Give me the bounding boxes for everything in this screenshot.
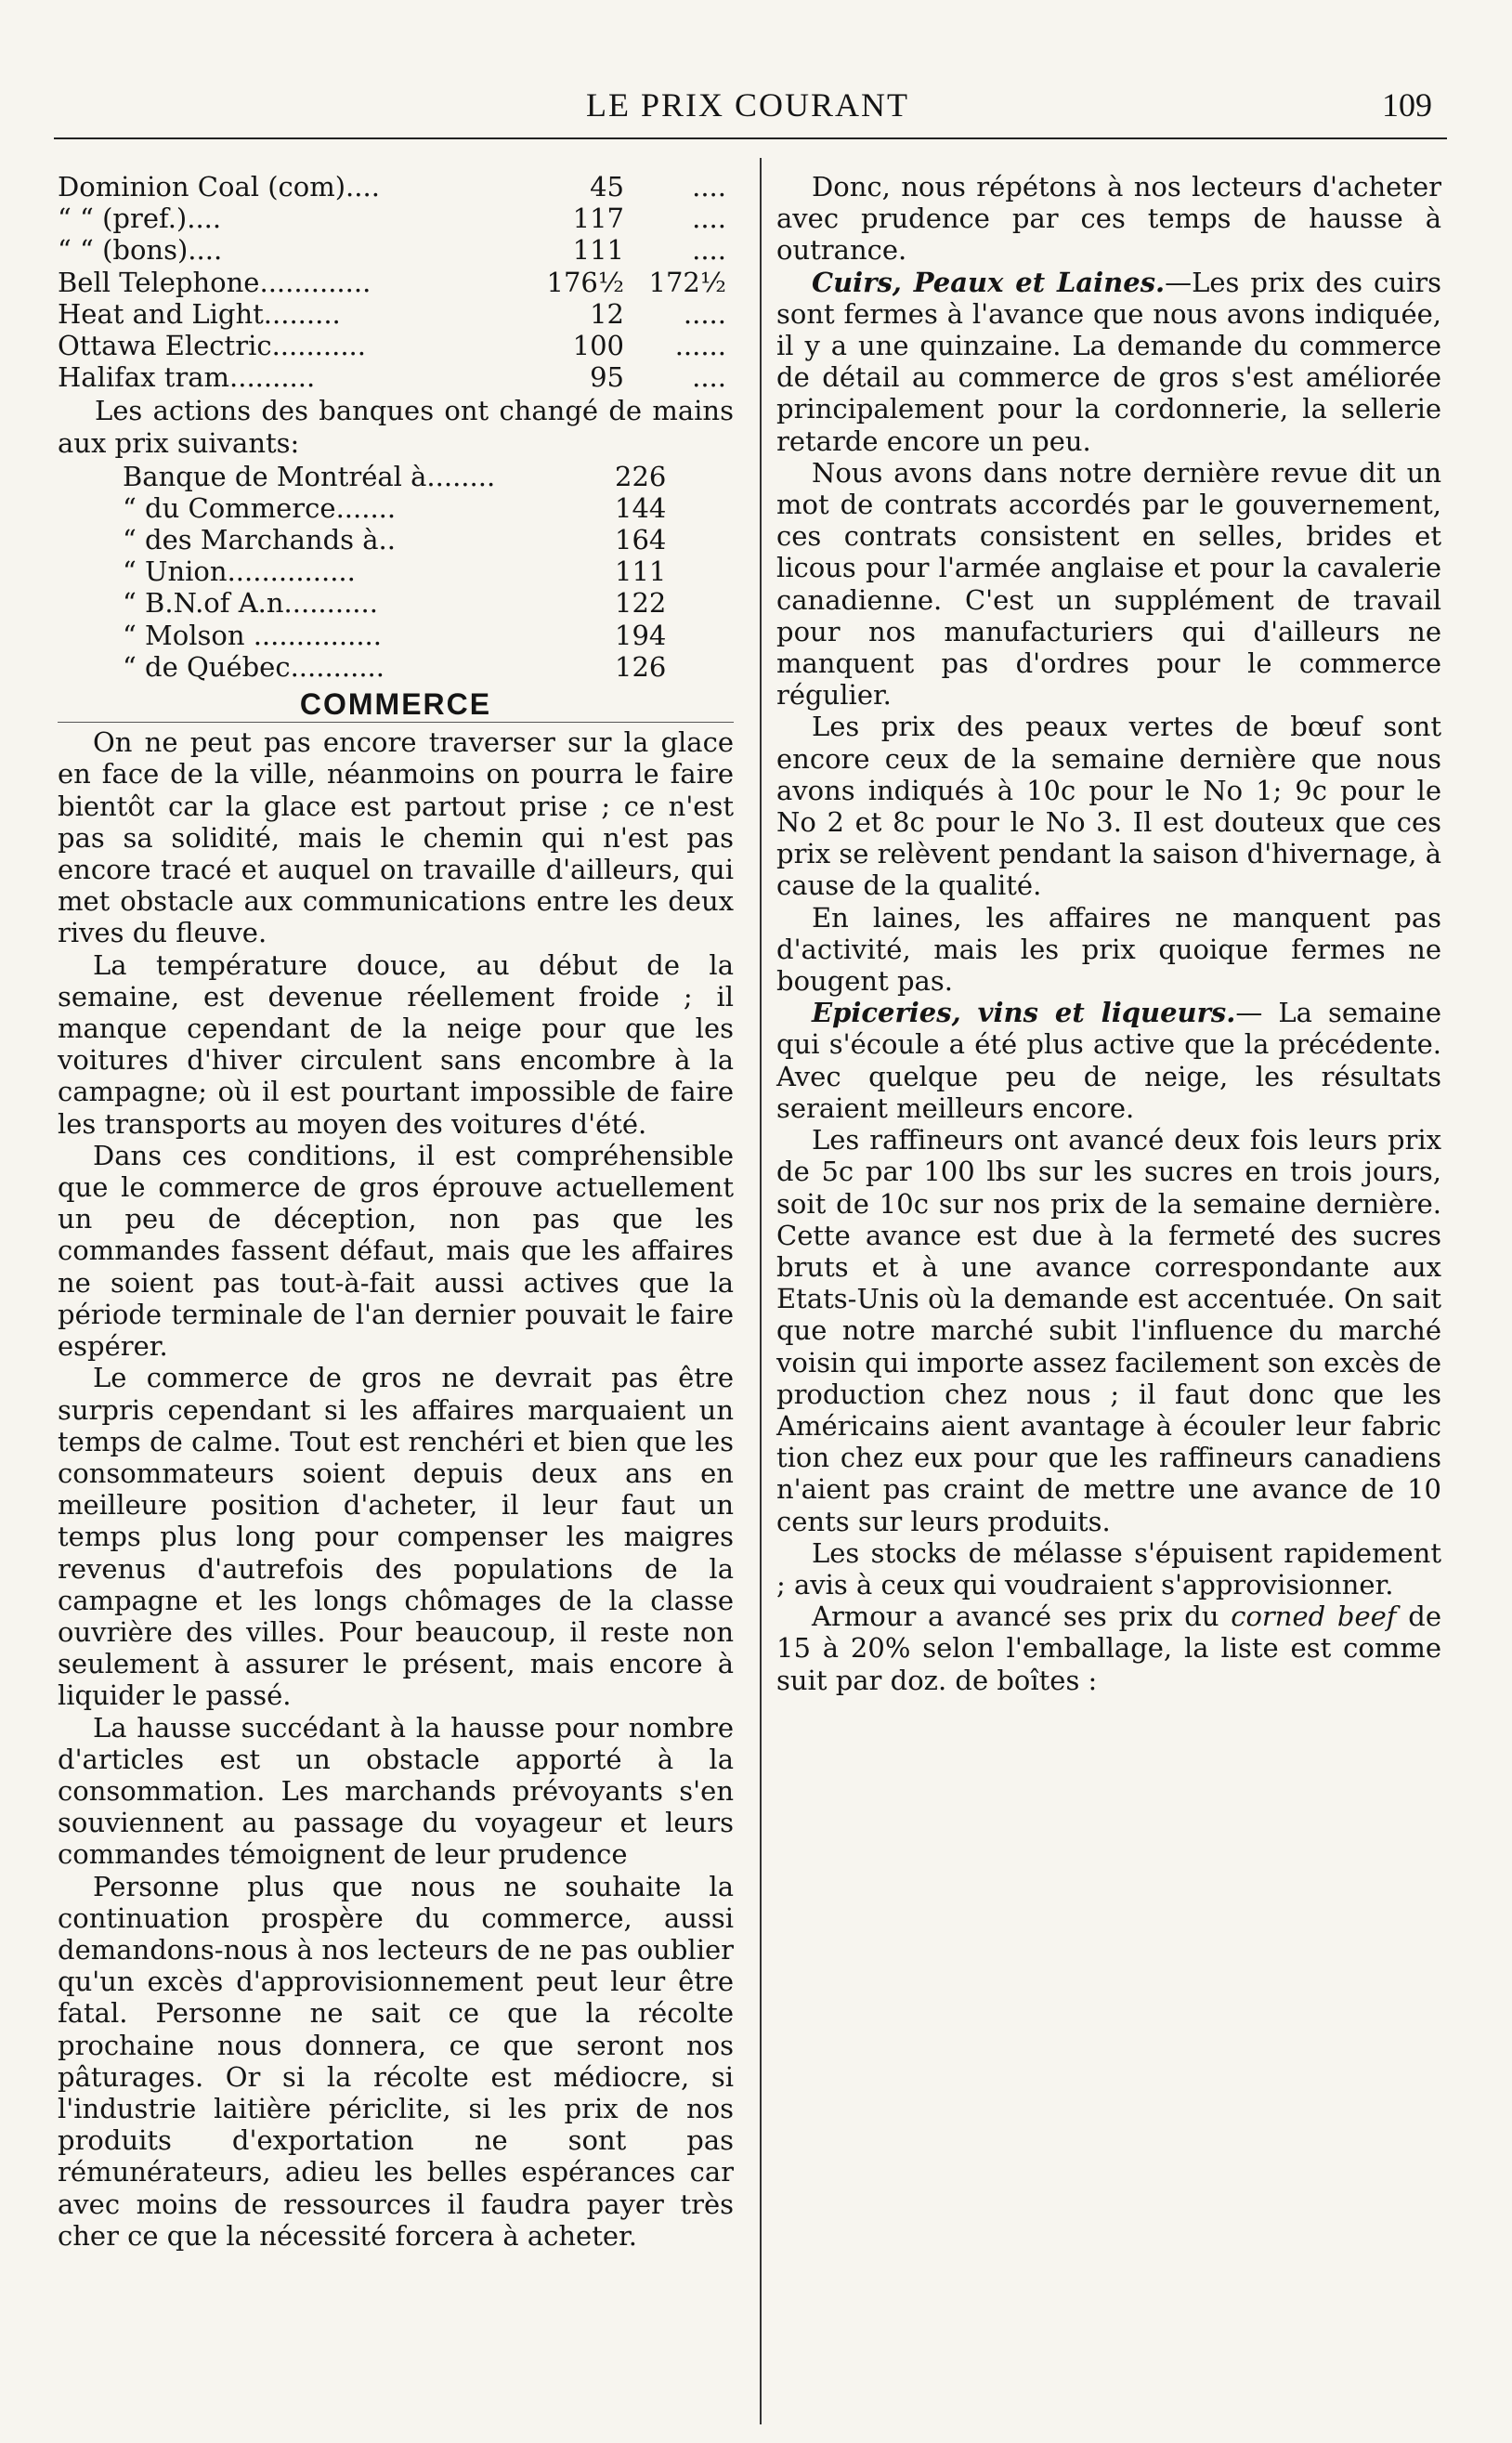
epiceries-paragraph: Epiceries, vins et liqueurs.— La semaine qui s'écoule a été plus active que la précédente. Avec quelque peu de neige, les résultats seraient meilleurs encore. <box>776 997 1441 1124</box>
article-paragraph: En laines, les affaires ne manquent pas d'activité, mais les prix quoique fermes ne bougent pas. <box>776 901 1441 998</box>
column-divider <box>760 158 762 2424</box>
commerce-heading: COMMERCE <box>58 688 734 723</box>
stock-row: “ “ (pref.).... 117 .... <box>58 202 726 235</box>
page-number: 109 <box>1382 86 1432 124</box>
stock-row: Dominion Coal (com).... 45 .... <box>58 171 726 202</box>
article-paragraph: Les stocks de mélasse s'épuisent rapidement ; avis à ceux qui voudraient s'approvisionner. <box>776 1536 1441 1600</box>
article-paragraph: Donc, nous répétons à nos lecteurs d'acheter avec prudence par ces temps de hausse à outrance. <box>776 171 1441 267</box>
right-column <box>776 171 1441 1696</box>
cuirs-paragraph: Cuirs, Peaux et Laines.—Les prix des cuirs sont fermes à l'avance que nous avons indiquée, il y a une quinzaine. La demande du commerce de détail au commerce de gros s'est améliorée principalement pour la cordonnerie, la sellerie retarde encore un peu. <box>776 266 1441 457</box>
article-paragraph: La hausse succédant à la hausse pour nombre d'articles est un obstacle apporté à la consommation. Les marchands prévoyants s'en souviennent au passage du voyageur et leurs commandes témoignent de leur prudence <box>58 1711 734 1871</box>
article-paragraph: Nous avons dans notre dernière revue dit un mot de contrats accordés par le gouvernement, ces contrats consistent en selles, brides et licous pour l'armée anglaise et pour la cavalerie canadienne. C'est un supplément de travail pour nos manufacturiers qui d'ailleurs ne manquent pas d'ordres pour le commerce régulier. <box>776 456 1441 712</box>
article-paragraph: Dans ces conditions, il est compréhensible que le commerce de gros éprouve actuellement un peu de déception, non pas que les commandes fassent défaut, mais que les affaires ne soient pas tout-à-fait aussi actives que la période terminale de l'an dernier pouvait le faire espérer. <box>58 1139 734 1363</box>
bank-row: “ des Marchands à.. 164 <box>123 524 667 556</box>
article-paragraph: Personne plus que nous ne souhaite la continuation prospère du commerce, aussi demandons-nous à nos lecteurs de ne pas oublier qu'un excès d'approvisionnement peut leur être fatal. Personne ne sait ce que la récolte prochaine nous donnera, ce que seront nos pâturages. Or si la récolte est médiocre, si l'industrie laitière périclite, si les prix de nos produits d'exportation ne sont pas rémunérateurs, adieu les belles espérances car avec moins de ressources il faudra payer très cher ce que la nécessité forcera à acheter. <box>58 1870 734 2252</box>
article-paragraph: Les prix des peaux vertes de bœuf sont encore ceux de la semaine dernière que nous avons indiqués à 10c pour le No 1; 9c pour le No 2 et 8c pour le No 3. Il est douteux que ces prix se relèvent pendant la saison d'hivernage, à cause de la qualité. <box>776 711 1441 902</box>
stock-row: “ “ (bons).... 111 .... <box>58 234 726 267</box>
bank-row: “ de Québec........... 126 <box>123 650 667 683</box>
section-title-epiceries: Epiceries, vins et liqueurs. <box>812 997 1236 1029</box>
stock-row: Halifax tram.......... 95 .... <box>58 361 726 394</box>
bank-row: “ Union............... 111 <box>123 555 667 588</box>
article-paragraph: La température douce, au début de la semaine, est devenue réellement froide ; il manque cependant de la neige pour que les voitures d'hiver circulent sans encombre à la campagne; où il est pourtant impossible de faire les transports au moyen des voitures d'été. <box>58 948 734 1140</box>
stock-row: Bell Telephone............. 176½ 172½ <box>58 266 726 298</box>
article-paragraph: Les raffineurs ont avancé deux fois leurs prix de 5c par 100 lbs sur les sucres en trois jours, soit de 10c sur nos prix de la semaine dernière. Cette avance est due à la fermeté des sucres bruts et à une avance correspondante aux Etats-Unis où la demande est accentuée. On sait que notre marché subit l'influence du marché voisin qui importe assez facilement son excès de production chez nous ; il faut donc que les Américains aient avantage à écouler leur fabric tion chez eux pour que les raffineurs canadiens n'aient pas craint de mettre une avance de 10 cents sur leurs produits. <box>776 1124 1441 1537</box>
bank-row: Banque de Montréal à........ 226 <box>123 460 667 492</box>
bank-table <box>58 461 734 683</box>
stock-row: Ottawa Electric........... 100 ...... <box>58 329 726 361</box>
bank-row: “ B.N.of A.n........... 122 <box>123 587 667 620</box>
armour-paragraph: Armour a avancé ses prix du corned beef de 15 à 20% selon l'emballage, la liste est comme suit par doz. de boîtes : <box>776 1600 1441 1696</box>
banks-intro: Les actions des banques ont changé de mains aux prix suivants: <box>58 395 734 459</box>
section-title-cuirs: Cuirs, Peaux et Laines. <box>812 266 1166 298</box>
article-paragraph: Le commerce de gros ne devrait pas être surpris cependant si les affaires marquaient un temps de calme. Tout est renchéri et bien que les consommateurs soient depuis deux ans en meilleure position d'acheter, il leur faut un temps plus long pour compenser les maigres revenus d'autrefois des populations de la campagne et les longs chômages de la classe ouvrière des villes. Pour beaucoup, il reste non seulement à assurer le présent, mais encore à liquider le passé. <box>58 1362 734 1712</box>
corned-beef-term: corned beef <box>1231 1600 1397 1633</box>
running-title: LE PRIX COURANT <box>585 86 909 124</box>
stock-row: Heat and Light......... 12 ..... <box>58 297 726 330</box>
article-paragraph: On ne peut pas encore traverser sur la glace en face de la ville, néanmoins on pourra le faire bientôt car la glace est partout prise ; ce n'est pas sa solidité, mais le chemin qui n'est pas encore tracé et auquel on travaille d'ailleurs, qui met obstacle aux communications entre les deux rives du fleuve. <box>58 726 734 949</box>
page-header <box>56 85 1440 126</box>
bank-row: “ du Commerce....... 144 <box>123 491 667 524</box>
stock-table <box>58 171 734 393</box>
bank-row: “ Molson ............... 194 <box>123 619 667 651</box>
left-column <box>58 171 734 2252</box>
header-rule <box>54 137 1447 139</box>
